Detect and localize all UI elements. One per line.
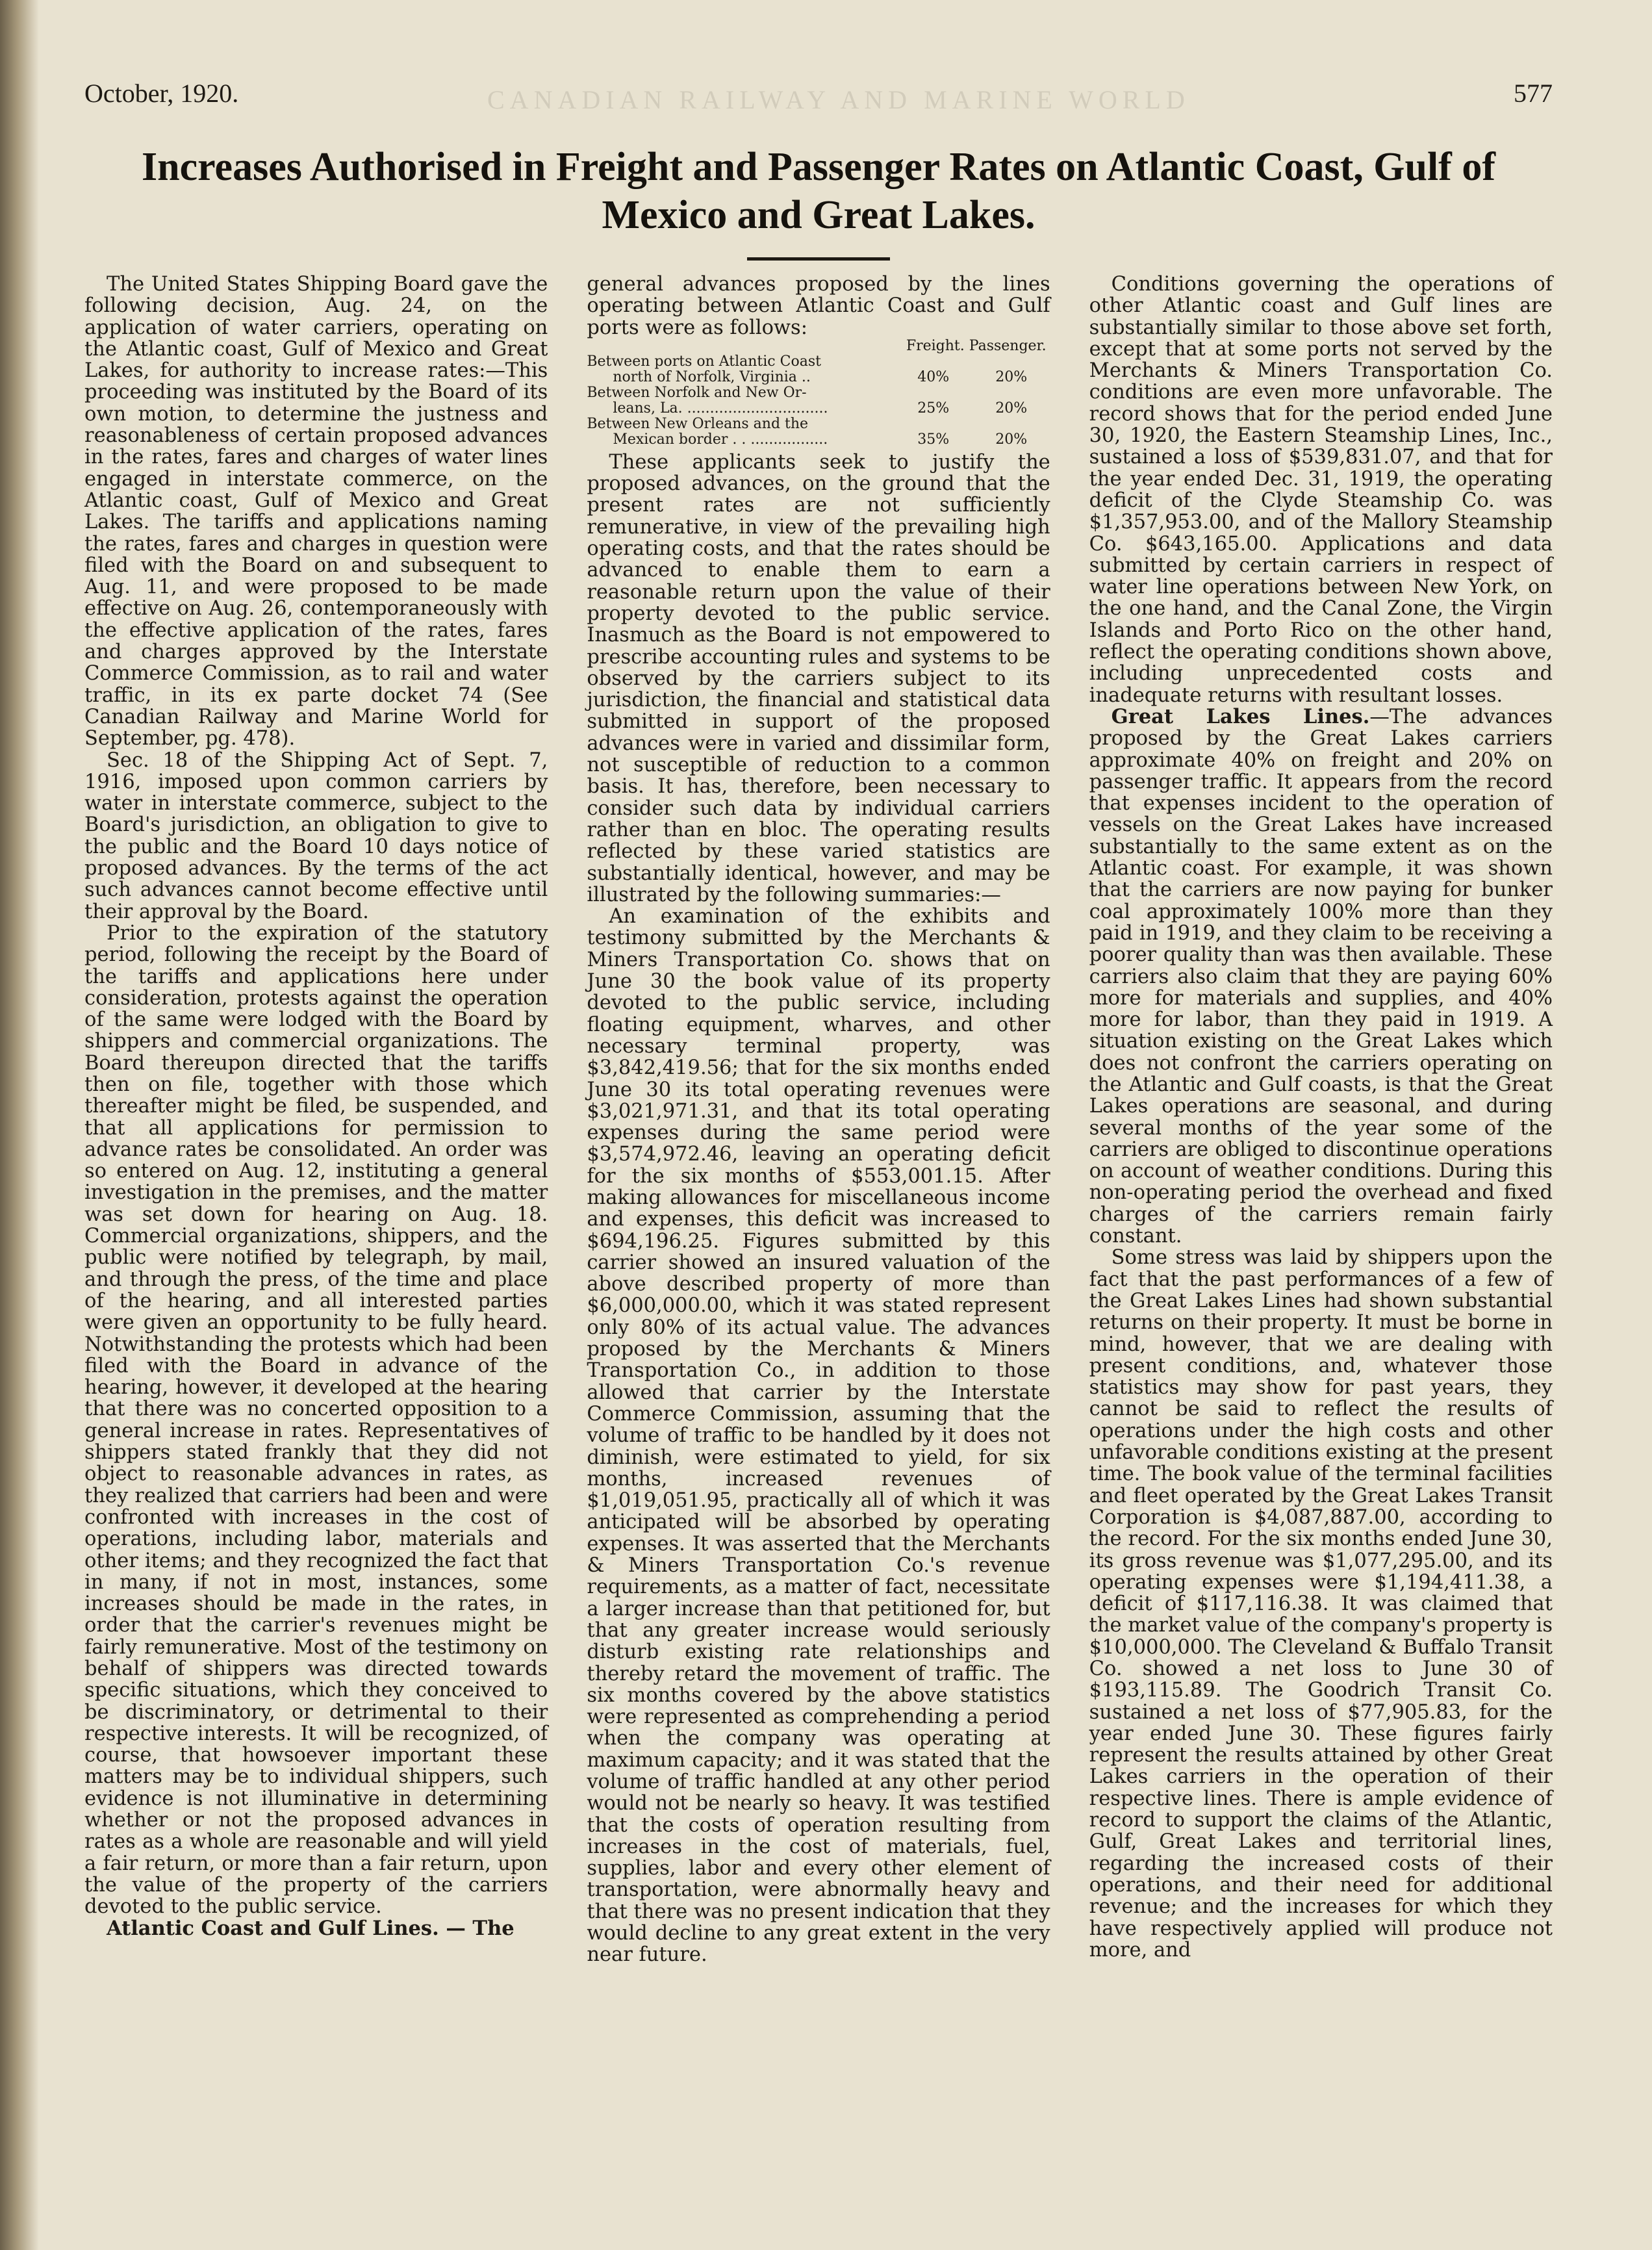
paragraph: Sec. 18 of the Shipping Act of Sept. 7, 1916, imposed upon common carriers by water in interstate commerce, subject to the Board's jurisdiction, an obligation to give to the public and the Board 10 days notice of proposed advances. By the terms of the act such advances cannot become effective until their approval by the Board. [84, 748, 548, 923]
paragraph: Some stress was laid by shippers upon the fact that the past performances of a few of the Great Lakes Lines had shown substantial returns on their property. It must be borne in mind, however, that we are dealing with present conditions, and, whatever those statistics may show for past years, they cannot be said to reflect the results of operations under the high costs and other unfavorable conditions existing at the present time. The book value of the terminal facilities and fleet operated by the Great Lakes Transit Corporation is $4,087,887.00, according to the record. For the six months ended June 30, its gross revenue was $1,077,295.00, and its operating expenses were $1,194,411.38, a deficit of $117,116.38. It was claimed that the market value of the company's property is $10,000,000. The Cleveland & Buffalo Transit Co. showed a net loss to June 30 of $193,115.89. The Goodrich Transit Co. sustained a net loss of $77,905.83, for the year ended June 30. These figures fairly represent the results attained by other Great Lakes carriers in the operation of their respective lines. There is ample evidence of record to support the claims of the Atlantic, Gulf, Great Lakes and territorial lines, regarding the increased costs of their operations, and their need for additional revenue; and the increases for which they have respectively applied will produce not more, and [1089, 1246, 1553, 1962]
freight-rate: 40% [917, 368, 950, 385]
article-title: Increases Authorised in Freight and Passenger Rates on Atlantic Coast, Gulf of Mexico and Great Lakes. [142, 145, 1495, 237]
issue-date: October, 1920. [84, 79, 239, 108]
rates-row [587, 385, 1050, 416]
rates-row [587, 416, 1050, 448]
page-number: 577 [1514, 79, 1553, 108]
paragraph: These applicants seek to justify the proposed advances, on the ground that the present rates are not sufficiently remunerative, in view of the prevailing high operating costs, and that the rates should be advanced to enable them to earn a reasonable return upon the value of their property devoted to the public service. Inasmuch as the Board is not empowered to prescribe accounting rules and systems to be observed by the carriers subject to its jurisdiction, the financial and statistical data submitted in support of the proposed advances were in varied and dissimilar form, not susceptible of reduction to a common basis. It has, therefore, been necessary to consider such data by individual carriers rather than en bloc. The operating results reflected by these varied statistics are substantially identical, however, and may be illustrated by the following summaries:— [587, 450, 1050, 906]
route-line: north of Norfolk, Virginia .. [613, 368, 811, 385]
paragraph-text: —The advances proposed by the Great Lakes carriers approximate 40% on freight and 20% on passenger traffic. It appears from the record that expenses incident to the operation of vessels on the Great Lakes have increased substantially to the same extent as on the Atlantic coast. For example, it was shown that the carriers are now paying for bunker coal approximately 100% more than they paid in 1919, and they claim to be receiving a poorer quality than was then available. These carriers also claim that they are paying 60% more for materials and supplies, and 40% more for labor, than they paid in 1919. A situation existing on the Great Lakes which does not confront the carriers operating on the Atlantic and Gulf coasts, is that the Great Lakes operations are seasonal, and during several months of the year some of the carriers are obliged to discontinue operations on account of weather conditions. During this non-operating period the overhead and fixed charges of the carriers remain fairly constant. [1089, 705, 1553, 1248]
paragraph: Conditions governing the operations of other Atlantic coast and Gulf lines are substantially similar to those above set forth, except that at some ports not served by the Merchants & Miners Transportation Co. conditions are even more unfavorable. The record shows that for the period ended June 30, 1920, the Eastern Steamship Lines, Inc., sustained a loss of $539,831.07, and that for the year ended Dec. 31, 1919, the operating deficit of the Clyde Steamship Co. was $1,357,953.00, and of the Mallory Steamship Co. $643,165.00. Applications and data submitted by certain carriers in respect of water line operations between New York, on the one hand, and the Canal Zone, the Virgin Islands and Porto Rico on the other hand, reflect the operating conditions shown above, including unprecedented costs and inadequate returns with resultant losses. [1089, 273, 1553, 707]
route-line: Between ports on Atlantic Coast [587, 353, 821, 370]
paragraph-great-lakes [1089, 706, 1553, 1247]
section-heading-atlantic: Atlantic Coast and Gulf Lines. — The [107, 1916, 515, 1940]
paragraph: An examination of the exhibits and testimony submitted by the Merchants & Miners Transportation Co. shows that on June 30 the book value of its property devoted to the public service, including floating equipment, wharves, and other necessary terminal property, was $3,842,419.56; that for the six months ended June 30 its total operating revenues were $3,021,971.31, and that its total operating expenses during the same period were $3,574,972.46, leaving an operating deficit for the six months of $553,001.15. After making allowances for miscellaneous income and expenses, this deficit was increased to $694,196.25. Figures submitted by this carrier showed an insured valuation of the above described property of more than $6,000,000.00, which it was stated represent only 80% of its actual value. The advances proposed by the Merchants & Miners Transportation Co., in addition to those allowed that carrier by the Interstate Commerce Commission, assuming that the volume of traffic to be handled by it does not diminish, were estimated to yield, for six months, increased revenues of $1,019,051.95, practically all of which it was anticipated will be absorbed by operating expenses. It was asserted that the Merchants & Miners Transportation Co.'s revenue requirements, as a matter of fact, necessitate a larger increase than that petitioned for, but that any greater increase would seriously disturb existing rate relationships and thereby retard the movement of traffic. The six months covered by the above statistics were represented as comprehending a period when the company was operating at maximum capacity; and it was stated that the volume of traffic handled at any other period would not be nearly so heavy. It was testified that the costs of operation resulting from increases in the cost of materials, fuel, supplies, labor and every other element of transportation, were abnormally heavy and that there was no present indication that they would decline to any great extent in the very near future. [587, 905, 1050, 1967]
route-line: Mexican border . . ................. [613, 431, 828, 448]
rates-row [587, 354, 1050, 385]
passenger-rate: 20% [995, 368, 1028, 385]
route-line: Between New Orleans and the [587, 415, 809, 432]
page-header [84, 78, 1553, 117]
paragraph: Prior to the expiration of the statutory period, following the receipt by the Board of the tariffs and applications here under consideration, protests against the operation of the same were lodged with the Board by shippers and commercial organizations. The Board thereupon directed that the tariffs then on file, together with those which thereafter might be filed, be suspended, and that all applications for permission to advance rates be consolidated. An order was so entered on Aug. 12, instituting a general investigation in the premises, and the matter was set down for hearing on Aug. 18. Commercial organizations, shippers, and the public were notified by telegraph, by mail, and through the press, of the time and place of the hearing, and all interested parties were given an opportunity to be fully heard. Notwithstanding the protests which had been filed with the Board in advance of the hearing, however, it developed at the hearing that there was no concerted opposition to a general increase in rates. Representatives of shippers stated frankly that they did not object to reasonable advances in rates, as they realized that carriers had been and were confronted with increases in the cost of operations, including labor, materials and other items; and they recognized the fact that in many, if not in most, instances, some increases should be made in the rates, in order that the carrier's revenues might be fairly remunerative. Most of the testimony on behalf of shippers was directed towards specific situations, which they conceived to be discriminatory, or detrimental to their respective interests. It will be recognized, of course, that howsoever important these matters may be to individual shippers, such evidence is not illuminative in determining whether or not the proposed advances in rates as a whole are reasonable and will yield a fair return, or more than a fair return, upon the value of the property of the carriers devoted to the public service. [84, 921, 548, 1919]
column-2 [587, 274, 1050, 1966]
passenger-rate: 20% [995, 400, 1028, 416]
route-cell [587, 416, 894, 448]
rates-table [587, 339, 1050, 448]
column-1 [84, 274, 548, 1939]
page-binding-shadow [0, 0, 39, 2250]
paragraph: general advances proposed by the lines operating between Atlantic Coast and Gulf ports were as follows: [587, 273, 1050, 339]
bleed-through-running-head: CANADIAN RAILWAY AND MARINE WORLD [487, 85, 1190, 114]
route-cell [587, 385, 894, 416]
freight-rate: 35% [917, 431, 950, 448]
paragraph: The United States Shipping Board gave the following decision, Aug. 24, on the application of water carriers, operating on the Atlantic coast, Gulf of Mexico and Great Lakes, for authority to increase rates:—This proceeding was instituted by the Board of its own motion, to determine the justness and reasonableness of certain proposed advances in the rates, fares and charges of water lines engaged in interstate commerce, on the Atlantic coast, Gulf of Mexico and Great Lakes. The tariffs and applications naming the rates, fares and charges in question were filed with the Board on and subsequent to Aug. 11, and were proposed to be made effective on Aug. 26, contemporaneously with the effective application of the rates, fares and charges approved by the Interstate Commerce Commission, as to rail and water traffic, in its ex parte docket 74 (See Canadian Railway and Marine World for September, pg. 478). [84, 273, 548, 750]
freight-rate: 25% [917, 400, 950, 416]
route-line: leans, La. ............................... [613, 400, 828, 416]
magazine-page [84, 78, 1553, 2222]
column-3 [1089, 274, 1553, 1961]
route-line: Between Norfolk and New Or- [587, 384, 807, 401]
article-body [84, 274, 1553, 1966]
section-heading-great-lakes: Great Lakes Lines. [1111, 704, 1370, 728]
route-cell [587, 354, 894, 385]
passenger-rate: 20% [995, 431, 1028, 448]
rates-table-header: Freight. Passenger. [906, 337, 1047, 354]
title-rule [747, 257, 890, 261]
